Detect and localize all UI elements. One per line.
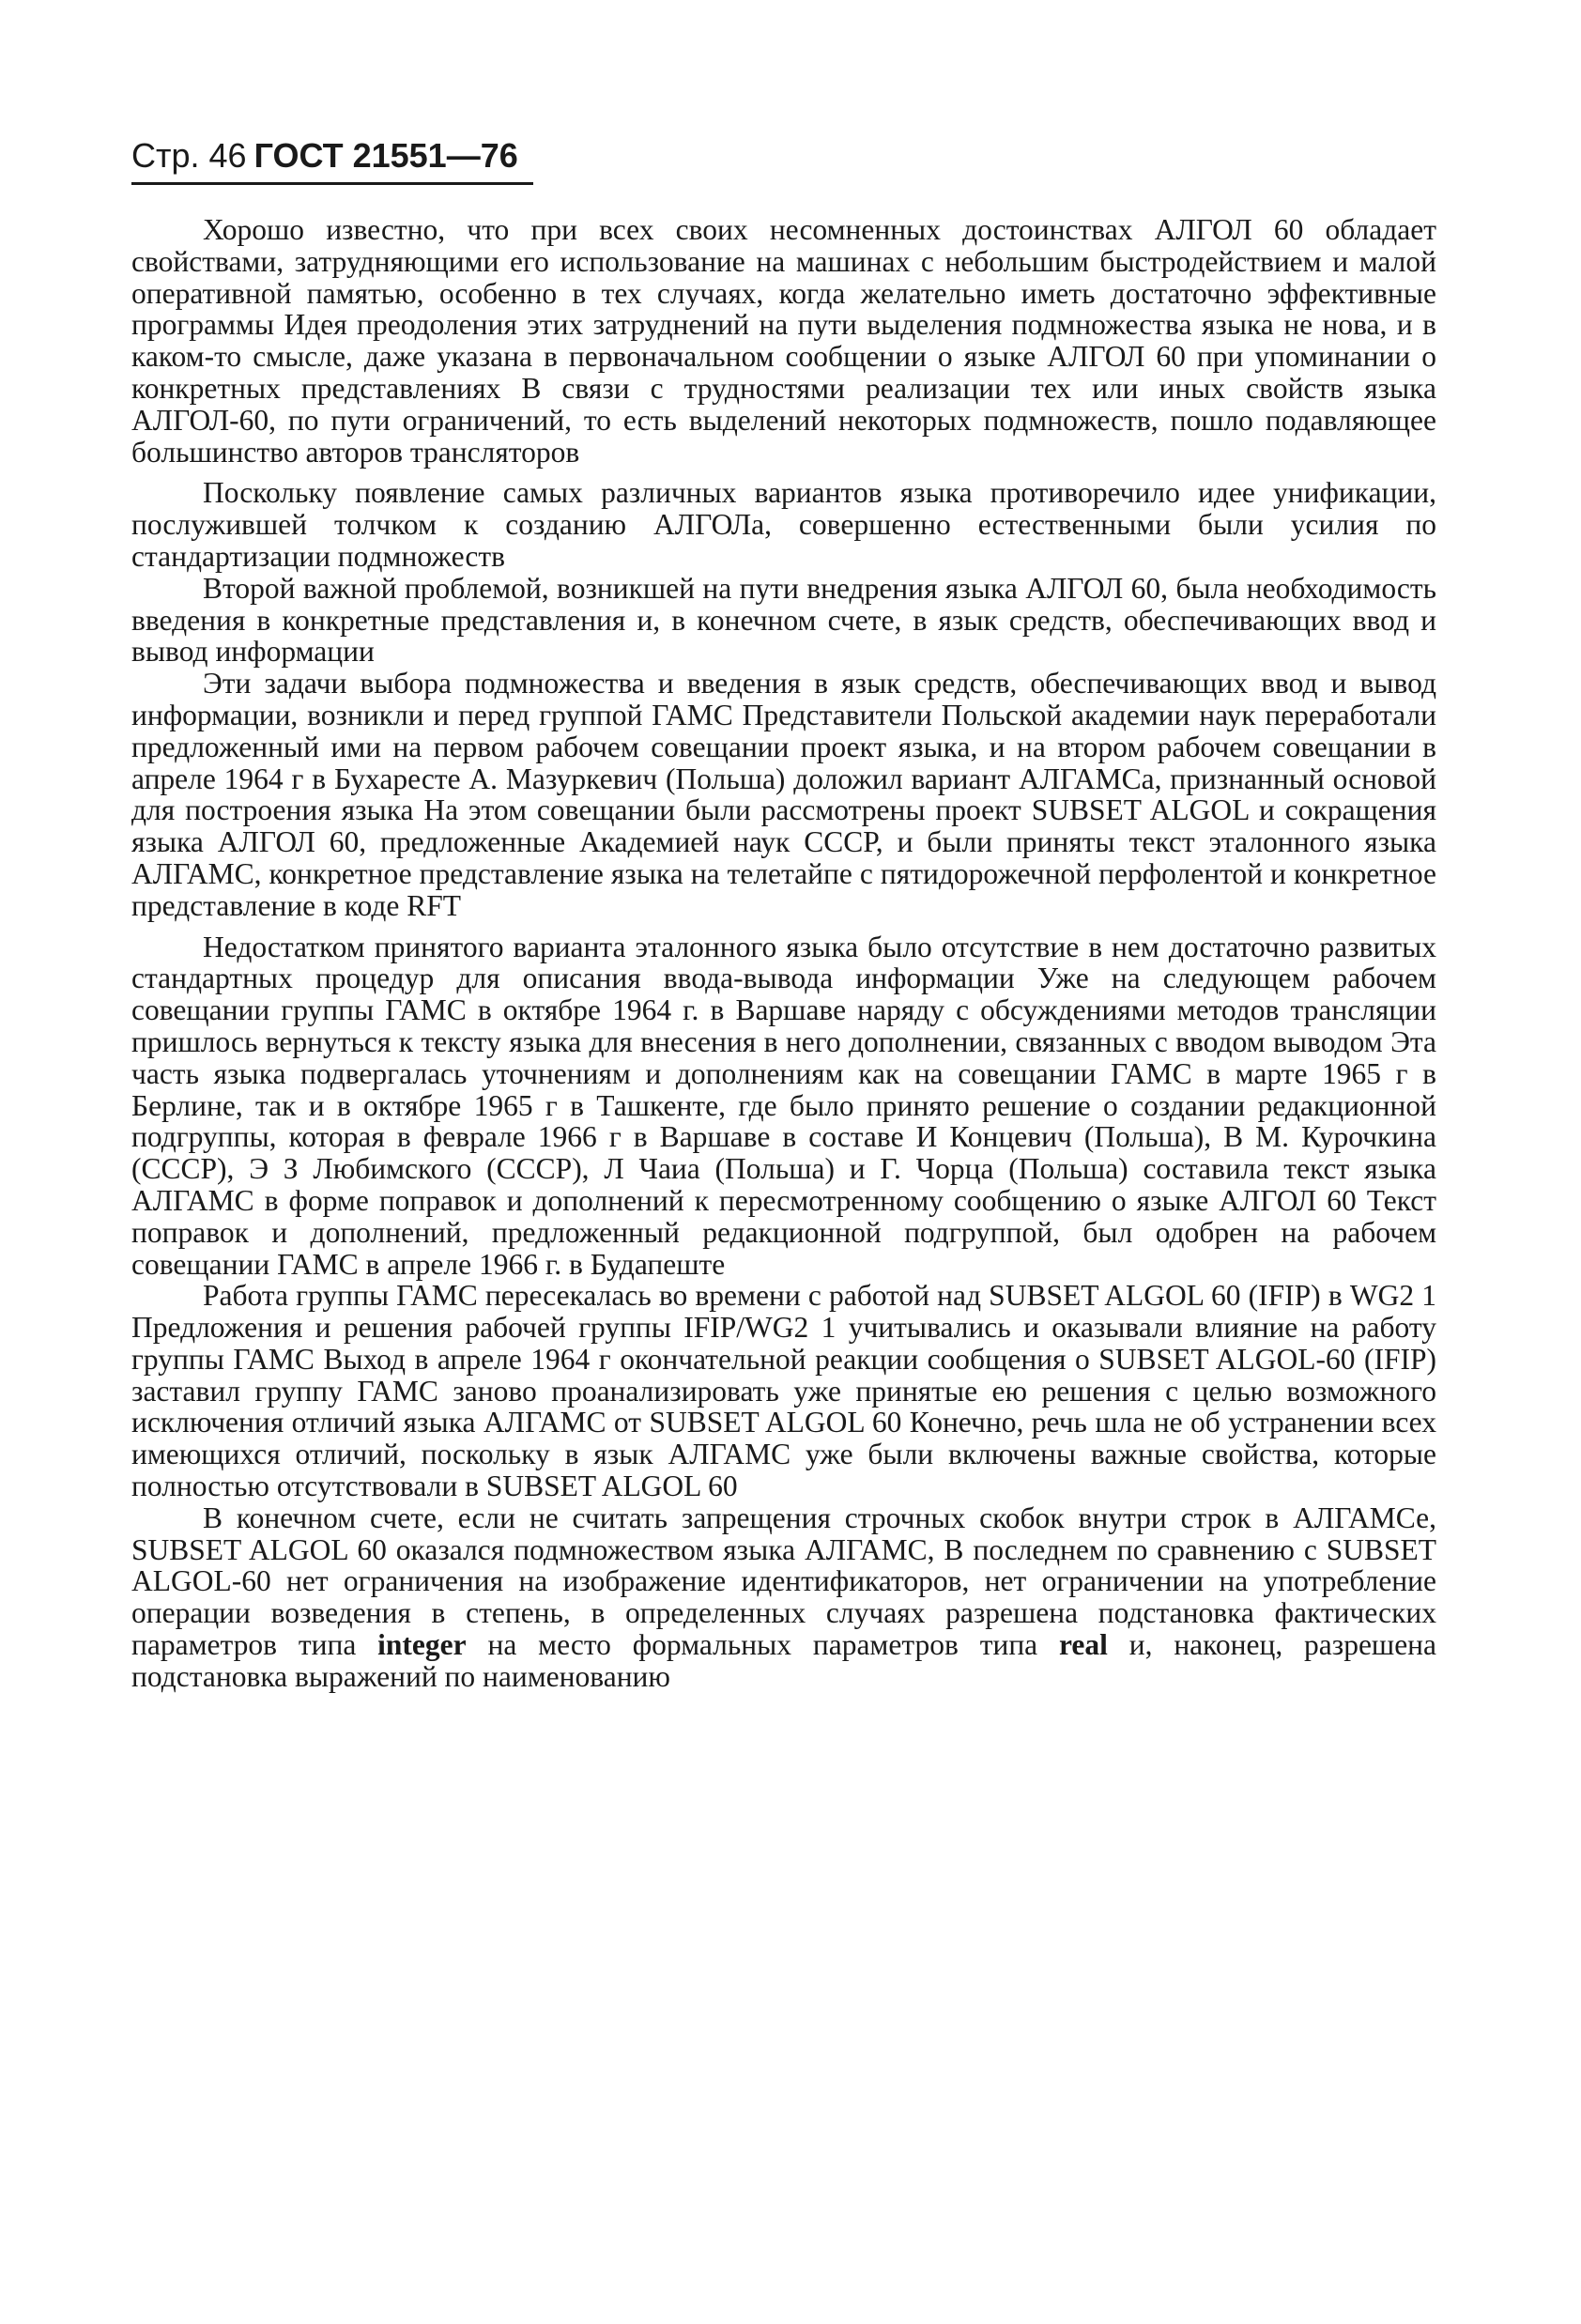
paragraph-text: и, наконец, разрешена подстановка выражений по наименованию bbox=[131, 1628, 1437, 1693]
paragraph bbox=[131, 1502, 1436, 1693]
paragraph bbox=[131, 573, 1436, 668]
bold-term: real bbox=[1059, 1628, 1108, 1662]
paragraph bbox=[131, 214, 1436, 468]
paragraph-text: Хорошо известно, что при всех своих несомненных достоинствах АЛГОЛ 60 обладает свойствами, затрудняющими его использование на машинах с небольшим быстродействием и малой оперативной памятью, особенно в тех случаях, когда желательно иметь достаточно эффективные программы Идея преодоления этих затруднений на пути выделения подмножества языка не нова, и в каком-то смысле, даже указана в первоначальном сообщении о языке АЛГОЛ 60 при упоминании о конкретных представлениях В связи с трудностями реализации тех или иных свойств языка АЛГОЛ-60, по пути ограничений, то есть выделений некоторых подмножеств, пошло подавляющее большинство авторов трансляторов bbox=[131, 213, 1436, 469]
bold-term: integer bbox=[377, 1628, 467, 1662]
paragraph-text: Второй важной проблемой, возникшей на пути внедрения языка АЛГОЛ 60, была необходимость введения в конкретные представления и, в конечном счете, в язык средств, обеспечивающих ввод и вывод информации bbox=[131, 571, 1436, 669]
paragraph-text: В конечном счете, если не считать запрещения строчных скобок внутри строк в АЛГАМСе, SUBSET ALGOL 60 оказался подмножеством языка АЛГАМС, В последнем по сравнению с SUBSET ALGOL-60 нет ограничения на изображение идентификаторов, нет ограничении на употребление операции возведения в степень, в определенных случаях разрешена подстановка фактических параметров типа bbox=[131, 1501, 1436, 1662]
paragraph-text: Поскольку появление самых различных вариантов языка противоречило идее унификации, послужившей толчком к созданию АЛГОЛа, совершенно естественными были усилия по стандартизации подмножеств bbox=[131, 476, 1436, 573]
page-header-text bbox=[131, 135, 533, 177]
page-number: Стр. 46 bbox=[131, 136, 247, 175]
paragraph bbox=[131, 1280, 1436, 1502]
page-header bbox=[131, 135, 533, 185]
paragraph-text: Работа группы ГАМС пересекалась во времени с работой над SUBSET ALGOL 60 (IFIP) в WG2 1 Предложения и решения рабочей группы IFIP/WG2 1 учитывались и оказывали влияние на работу группы ГАМС Выход в апреле 1964 г окончательной реакции сообщения о SUBSET ALGOL-60 (IFIP) заставил группу ГАМС заново проанализировать уже принятые ею решения с целью возможного исключения отличий языка АЛГАМС от SUBSET ALGOL 60 Конечно, речь шла не об устранении всех имеющихся отличий, поскольку в язык АЛГАМС уже были включены важные свойства, которые полностью отсутствовали в SUBSET ALGOL 60 bbox=[131, 1279, 1436, 1503]
paragraph-text: Недостатком принятого варианта эталонного языка было отсутствие в нем достаточно развитых стандартных процедур для описания ввода-вывода информации Уже на следующем рабочем совещании группы ГАМС в октябре 1964 г. в Варшаве наряду с обсуждениями методов трансляции пришлось вернуться к тексту языка для внесения в него дополнении, связанных с вводом выводом Эта часть языка подвергалась уточнениям и дополнениям как на совещании ГАМС в марте 1965 г в Берлине, так и в октябре 1965 г в Ташкенте, где было принято решение о создании редакционной подгруппы, которая в феврале 1966 г в Варшаве в составе И Концевич (Польша), В М. Курочкина (СССР), Э З Любимского (СССР), Л Чаиа (Польша) и Г. Чорца (Польша) составила текст языка АЛГАМС в форме поправок и дополнений к пересмотренному сообщению о языке АЛГОЛ 60 Текст поправок и дополнений, предложенный редакционной подгруппой, был одобрен на рабочем совещании ГАМС в апреле 1966 г. в Будапеште bbox=[131, 930, 1436, 1281]
document-code: ГОСТ 21551—76 bbox=[253, 136, 518, 175]
paragraph-text: на место формальных параметров типа bbox=[466, 1628, 1060, 1662]
body-text bbox=[131, 214, 1436, 1693]
paragraph bbox=[131, 477, 1436, 572]
paragraph bbox=[131, 931, 1436, 1281]
paragraph bbox=[131, 668, 1436, 921]
paragraph-text: Эти задачи выбора подмножества и введения в язык средств, обеспечивающих ввод и вывод информации, возникли и перед группой ГАМС Представители Польской академии наук переработали предложенный ими на первом рабочем совещании проект языка, и на втором рабочем совещании в апреле 1964 г в Бухаресте А. Мазуркевич (Польша) доложил вариант АЛГАМСа, признанный основой для построения языка На этом совещании были рассмотрены проект SUBSET ALGOL и сокращения языка АЛГОЛ 60, предложенные Академией наук СССР, и были приняты текст эталонного языка АЛГАМС, конкретное представление языка на телетайпе с пятидорожечной перфолентой и конкретное представление в коде RFT bbox=[131, 667, 1436, 922]
